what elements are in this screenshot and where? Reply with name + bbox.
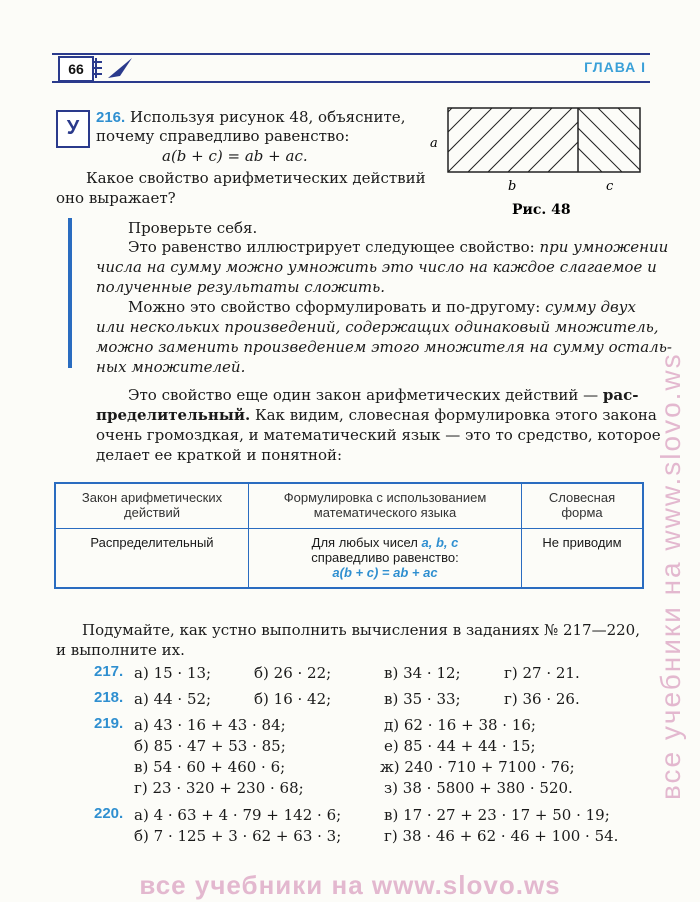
exercise-219: 219.	[94, 715, 124, 732]
figure-caption: Рис. 48	[512, 202, 571, 218]
table-header: Формулировка с использованием математического языка	[249, 483, 522, 529]
exercise-item: е) 85 · 44 + 44 · 15;	[384, 737, 536, 755]
intro-line: и выполните их.	[56, 641, 185, 659]
law-l4: делает ее краткой и понятной:	[96, 446, 343, 464]
label-b: b	[508, 179, 517, 194]
table-header: Закон арифметических действий	[55, 483, 249, 529]
table-row	[55, 529, 643, 589]
exercise-item: а) 44 · 52;	[134, 690, 212, 708]
exercise-item: б) 85 · 47 + 53 · 85;	[134, 737, 286, 755]
law-l2: пределительный. Как видим, словесная формулировка этого закона	[96, 406, 657, 424]
badge-icon: У	[56, 110, 90, 148]
exercise-item: в) 17 · 27 + 23 · 17 + 50 · 19;	[384, 806, 610, 824]
table-cell-verbal: Не приводим	[522, 529, 644, 589]
watermark-side: все учебники на www.slovo.ws	[655, 352, 686, 800]
check-p2-l4: ных множителей.	[96, 358, 246, 376]
check-bar	[68, 218, 72, 368]
label-a: a	[430, 136, 438, 151]
check-title: Проверьте себя.	[128, 219, 258, 237]
check-p2-l2: или нескольких произведений, содержащих одинаковый множитель,	[96, 318, 659, 336]
problem-text: почему справедливо равенство:	[96, 127, 350, 145]
exercise-item: д) 62 · 16 + 38 · 16;	[384, 716, 536, 734]
check-p1-l1: Это равенство иллюстрирует следующее свойство: при умножении	[128, 238, 669, 256]
exercise-item: г) 27 · 21.	[504, 664, 580, 682]
exercise-item: б) 26 · 22;	[254, 664, 332, 682]
exercise-item: в) 35 · 33;	[384, 690, 461, 708]
page-number: 66	[58, 56, 94, 82]
exercise-item: а) 43 · 16 + 43 · 84;	[134, 716, 286, 734]
chapter-title: ГЛАВА I	[584, 59, 646, 75]
exercise-item: з) 38 · 5800 + 380 · 520.	[384, 779, 573, 797]
watermark-bottom: все учебники на www.slovo.ws	[139, 870, 561, 900]
figure-48	[428, 106, 660, 218]
formula: a(b + c) = ab + ac.	[162, 147, 308, 165]
exercise-item: г) 38 · 46 + 62 · 46 + 100 · 54.	[384, 827, 619, 845]
exercise-217: 217.	[94, 663, 124, 680]
exercise-item: в) 54 · 60 + 460 · 6;	[134, 758, 286, 776]
check-p1-l3: полученные результаты сложить.	[96, 278, 386, 296]
check-p2-l3: можно заменить произведением этого множителя на сумму осталь-	[96, 338, 672, 356]
exercise-220: 220.	[94, 805, 124, 822]
header-bar	[52, 53, 650, 83]
problem-216: 216. Используя рисунок 48, объясните,	[96, 108, 406, 126]
exercise-item: а) 15 · 13;	[134, 664, 212, 682]
exercise-item: г) 23 · 320 + 230 · 68;	[134, 779, 304, 797]
table-header: Словесная форма	[522, 483, 644, 529]
law-table	[54, 482, 644, 589]
law-l1: Это свойство еще один закон арифметических действий — рас-	[128, 386, 639, 404]
exercise-item: в) 34 · 12;	[384, 664, 461, 682]
exercise-item: б) 16 · 42;	[254, 690, 332, 708]
pen-icon	[92, 54, 138, 82]
table-cell-law: Распределительный	[55, 529, 249, 589]
exercise-item: ж) 240 · 710 + 7100 · 76;	[380, 758, 575, 776]
law-l3: очень громоздкая, и математический язык — это то средство, которое	[96, 426, 661, 444]
label-c: c	[606, 179, 614, 194]
table-cell-formula: Для любых чисел a, b, c справедливо равенство: a(b + c) = ab + ac	[249, 529, 522, 589]
intro-line: Подумайте, как устно выполнить вычисления в заданиях № 217—220,	[82, 621, 640, 639]
exercise-218: 218.	[94, 689, 124, 706]
check-p1-l2: числа на сумму можно умножить это число на каждое слагаемое и	[96, 258, 657, 276]
exercise-item: а) 4 · 63 + 4 · 79 + 142 · 6;	[134, 806, 342, 824]
check-p2-l1: Можно это свойство сформулировать и по-другому: сумму двух	[128, 298, 636, 316]
problem-number: 216.	[96, 109, 126, 126]
exercise-item: г) 36 · 26.	[504, 690, 580, 708]
problem-question: Какое свойство арифметических действий	[86, 169, 426, 187]
problem-question-cont: оно выражает?	[56, 189, 176, 207]
exercise-item: б) 7 · 125 + 3 · 62 + 63 · 3;	[134, 827, 342, 845]
